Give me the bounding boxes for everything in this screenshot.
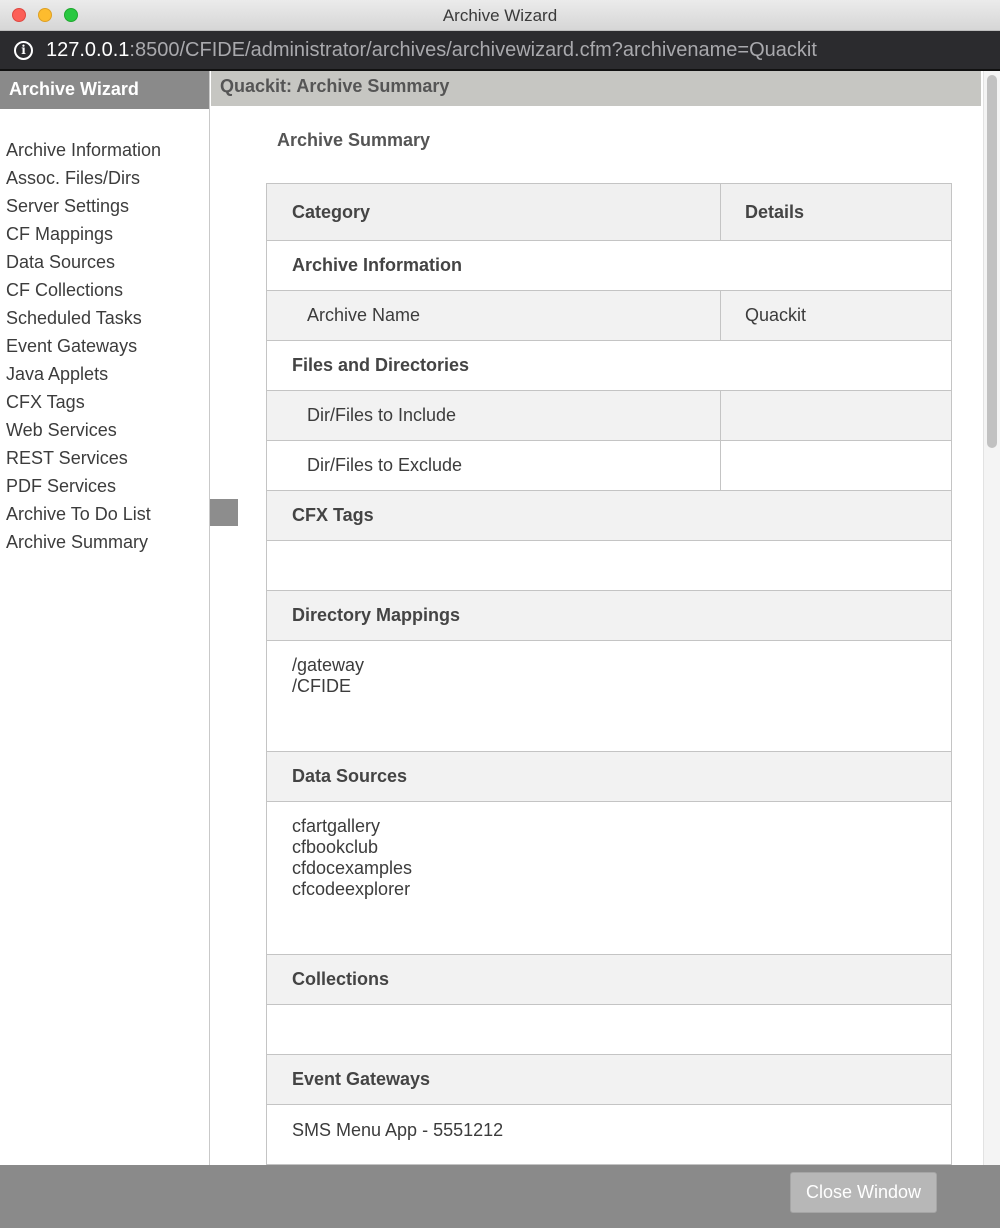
sidebar-item-cfx-tags[interactable]: CFX Tags <box>6 392 85 412</box>
list-item: cfartgallery <box>292 816 381 836</box>
group-title-data-sources: Data Sources <box>267 752 952 802</box>
table-row <box>267 391 952 441</box>
collections-content <box>267 1005 952 1055</box>
window-title: Archive Wizard <box>442 6 558 25</box>
sidebar <box>0 71 210 1165</box>
archive-name-label: Archive Name <box>267 291 721 341</box>
sidebar-item-cf-collections[interactable]: CF Collections <box>6 280 124 300</box>
table-row <box>267 1005 952 1055</box>
table-row <box>267 491 952 541</box>
table-row <box>267 802 952 955</box>
list-item: SMS Menu App - 5551212 <box>292 1120 504 1140</box>
url-host: 127.0.0.1 <box>46 39 130 61</box>
list-item: cfdocexamples <box>292 858 413 878</box>
include-files-value <box>721 391 952 441</box>
sidebar-item-event-gateways[interactable]: Event Gateways <box>6 336 138 356</box>
table-row <box>267 241 952 291</box>
sidebar-item-scheduled-tasks[interactable]: Scheduled Tasks <box>6 308 142 328</box>
table-row <box>267 955 952 1005</box>
group-title-cfx-tags: CFX Tags <box>267 491 952 541</box>
table-header-row <box>267 184 952 241</box>
group-title-collections: Collections <box>267 955 952 1005</box>
list-item: cfbookclub <box>292 837 379 857</box>
scrollbar-thumb[interactable] <box>987 75 997 448</box>
url-text[interactable] <box>46 39 817 62</box>
section-title: Archive Summary <box>277 130 431 150</box>
event-gateways-content <box>267 1105 952 1165</box>
sidebar-item-rest-services[interactable]: REST Services <box>6 448 128 468</box>
exclude-files-value <box>721 441 952 491</box>
sidebar-item-web-services[interactable]: Web Services <box>6 420 117 440</box>
close-window-button[interactable]: Close Window <box>790 1172 937 1213</box>
sidebar-item-pdf-services[interactable]: PDF Services <box>6 476 117 496</box>
table-row <box>267 541 952 591</box>
cfx-tags-content <box>267 541 952 591</box>
sidebar-resize-handle[interactable] <box>210 499 238 526</box>
archive-name-value: Quackit <box>721 291 952 341</box>
sidebar-item-data-sources[interactable]: Data Sources <box>6 252 116 272</box>
group-title-files-and-directories: Files and Directories <box>267 341 952 391</box>
list-item: /gateway <box>292 655 365 675</box>
table-row <box>267 641 952 752</box>
table-row <box>267 591 952 641</box>
sidebar-item-assoc-files-dirs[interactable]: Assoc. Files/Dirs <box>6 168 141 188</box>
sidebar-item-archive-summary[interactable]: Archive Summary <box>6 532 149 552</box>
vertical-scrollbar[interactable] <box>983 71 1000 1165</box>
sidebar-item-archive-information[interactable]: Archive Information <box>6 140 162 160</box>
include-files-label: Dir/Files to Include <box>267 391 721 441</box>
sidebar-item-cf-mappings[interactable]: CF Mappings <box>6 224 114 244</box>
group-title-event-gateways: Event Gateways <box>267 1055 952 1105</box>
sidebar-item-java-applets[interactable]: Java Applets <box>6 364 109 384</box>
table-row <box>267 1055 952 1105</box>
sidebar-title: Archive Wizard <box>0 71 209 109</box>
exclude-files-label: Dir/Files to Exclude <box>267 441 721 491</box>
list-item: /CFIDE <box>292 676 352 696</box>
group-title-directory-mappings: Directory Mappings <box>267 591 952 641</box>
table-row <box>267 441 952 491</box>
info-icon[interactable]: i <box>14 41 33 60</box>
sidebar-item-archive-to-do-list[interactable]: Archive To Do List <box>6 504 151 524</box>
group-title-archive-information: Archive Information <box>267 241 952 291</box>
column-header-details: Details <box>721 184 952 241</box>
table-row <box>267 291 952 341</box>
list-item: cfcodeexplorer <box>292 879 411 899</box>
page-header: Quackit: Archive Summary <box>211 71 981 106</box>
table-row <box>267 1105 952 1165</box>
sidebar-item-server-settings[interactable]: Server Settings <box>6 196 130 216</box>
data-sources-content <box>267 802 952 955</box>
archive-summary-table <box>266 183 952 1165</box>
window-titlebar <box>0 0 1000 31</box>
url-path: :8500/CFIDE/administrator/archives/archivewizard.cfm?archivename=Quackit <box>129 39 817 61</box>
footer-bar <box>0 1165 1000 1228</box>
sidebar-nav <box>0 109 209 559</box>
column-header-category: Category <box>267 184 721 241</box>
directory-mappings-content <box>267 641 952 752</box>
table-row <box>267 341 952 391</box>
address-bar[interactable] <box>0 31 1000 71</box>
table-row <box>267 752 952 802</box>
